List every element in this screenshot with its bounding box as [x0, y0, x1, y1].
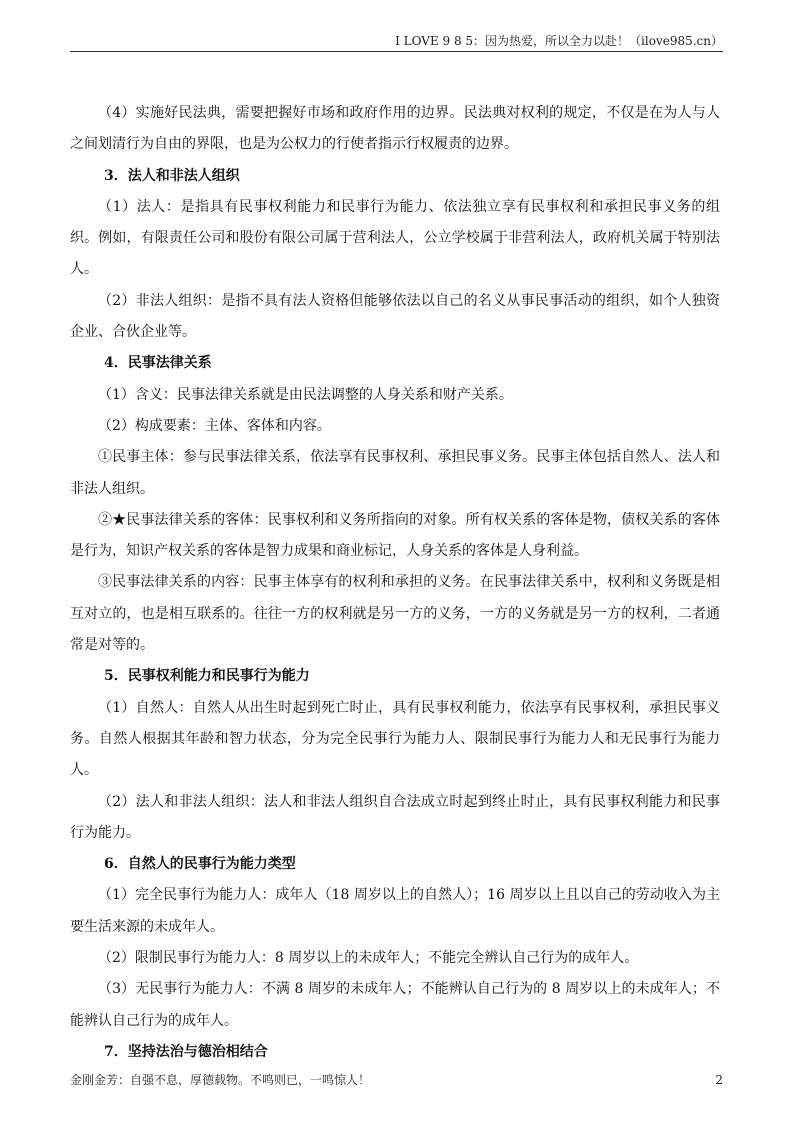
paragraph: （2）法人和非法人组织：法人和非法人组织自合法成立时起到终止时止，具有民事权利能力和民事行为能力。 — [70, 793, 720, 841]
paragraph: （2）非法人组织：是指不具有法人资格但能够依法以自己的名义从事民事活动的组织，如个人独资企业、合伙企业等。 — [70, 292, 720, 341]
paragraph: （1）法人：是指具有民事权利能力和民事行为能力、依法独立享有民事权利和承担民事义务的组织。例如，有限责任公司和股份有限公司属于营利法人，公立学校属于非营利法人，政府机关属于特别法人。 — [70, 198, 720, 278]
paragraph: （2）限制民事行为能力人：8 周岁以上的未成年人；不能完全辨认自己行为的成年人。 — [98, 950, 639, 967]
section-heading: 5．民事权利能力和民事行为能力 — [104, 668, 310, 685]
page-footer — [70, 1072, 723, 1088]
paragraph: （2）构成要素：主体、客体和内容。 — [98, 417, 331, 434]
page-content — [70, 98, 720, 1068]
section-heading: 4．民事法律关系 — [104, 355, 212, 372]
paragraph: ①民事主体：参与民事法律关系，依法享有民事权利、承担民事义务。民事主体包括自然人、法人和非法人组织。 — [70, 449, 720, 497]
page-number: 2 — [715, 1073, 723, 1087]
paragraph: （1）完全民事行为能力人：成年人（18 周岁以上的自然人）；16 周岁以上且以自己的劳动收入为主要生活来源的未成年人。 — [70, 887, 720, 935]
paragraph: （3）无民事行为能力人：不满 8 周岁的未成年人；不能辨认自己行为的 8 周岁以上的未成年人；不能辨认自己行为的成年人。 — [70, 981, 720, 1029]
section-heading: 3．法人和非法人组织 — [104, 167, 240, 184]
page-header — [70, 33, 723, 52]
section-heading: 6．自然人的民事行为能力类型 — [104, 856, 296, 873]
footer-motto: 金刚金芳：自强不息，厚德载物。不鸣则已，一鸣惊人！ — [70, 1073, 371, 1087]
paragraph: ③民事法律关系的内容：民事主体享有的权利和承担的义务。在民事法律关系中，权利和义务既是相互对立的，也是相互联系的。往往一方的权利就是另一方的义务，一方的义务就是另一方的权利，二者通常是对等的。 — [70, 574, 720, 654]
paragraph: （4）实施好民法典，需要把握好市场和政府作用的边界。民法典对权利的规定，不仅是在为人与人之间划清行为自由的界限，也是为公权力的行使者指示行权履责的边界。 — [70, 105, 720, 153]
paragraph: （1）自然人：自然人从出生时起到死亡时止，具有民事权利能力，依法享有民事权利，承担民事义务。自然人根据其年龄和智力状态，分为完全民事行为能力人、限制民事行为能力人和无民事行为能力人。 — [70, 699, 720, 779]
paragraph: ②★民事法律关系的客体：民事权利和义务所指向的对象。所有权关系的客体是物，债权关系的客体是行为，知识产权关系的客体是智力成果和商业标记，人身关系的客体是人身利益。 — [70, 511, 720, 560]
header-text: I LOVE 9 8 5：因为热爱，所以全力以赴！（ilove985.cn） — [395, 34, 723, 48]
section-heading: 7．坚持法治与德治相结合 — [104, 1043, 268, 1060]
paragraph: （1）含义：民事法律关系就是由民法调整的人身关系和财产关系。 — [98, 386, 513, 403]
